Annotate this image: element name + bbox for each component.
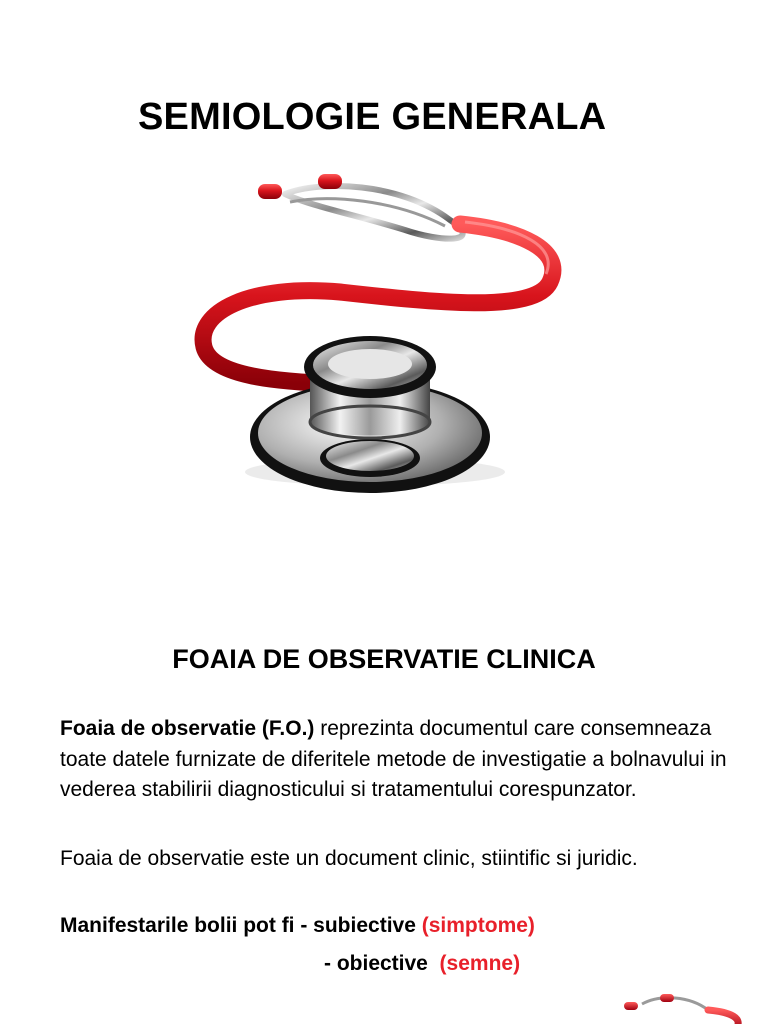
- manifestations-label: Manifestarile bolii pot fi - subiective: [60, 914, 416, 937]
- objective-label: - obiective: [324, 952, 428, 975]
- signs-label: (semne): [439, 952, 521, 975]
- definition-term: Foaia de observatie (F.O.): [60, 717, 315, 740]
- slide-2: [0, 576, 768, 1024]
- stethoscope-icon: [190, 172, 570, 502]
- slide-title: SEMIOLOGIE GENERALA: [138, 96, 607, 138]
- definition-text: reprezinta documentul care consemneaza toate datele furnizate de diferitele metode de investigatie a bolnavului in vederea stabilirii diagnosticului si tratamentului corespunzator.: [60, 717, 727, 801]
- objective-line: [324, 952, 520, 976]
- section-title: FOAIA DE OBSERVATIE CLINICA: [172, 644, 596, 674]
- document-type-paragraph: Foaia de observatie este un document clinic, stiintific si juridic.: [60, 847, 638, 870]
- definition-paragraph: [60, 714, 740, 806]
- manifestations-line: [60, 914, 535, 938]
- symptoms-label: (simptome): [421, 914, 535, 937]
- stethoscope-icon: [620, 990, 750, 1024]
